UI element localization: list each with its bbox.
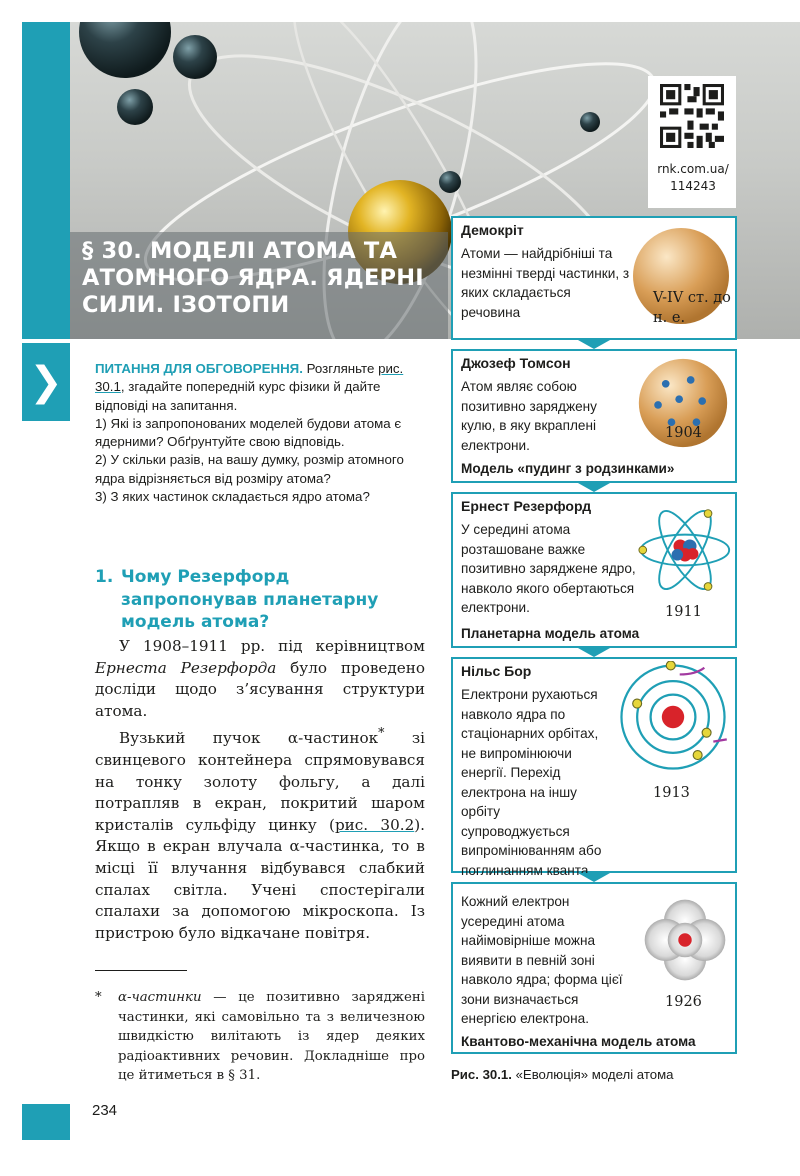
model-name: Джозеф Томсон — [461, 355, 571, 371]
footnote-marker: * — [378, 725, 385, 741]
page-title: § 30. МОДЕЛІ АТОМА ТА АТОМНОГО ЯДРА. ЯДЕРНІ СИЛИ. ІЗОТОПИ — [82, 238, 424, 318]
electron-cloud-icon — [637, 892, 733, 988]
model-type: Модель «пудинг з родзинками» — [461, 461, 675, 476]
model-year: 1926 — [665, 994, 702, 1010]
discussion-block — [95, 360, 425, 506]
discussion-intro-rest: , згадайте попередній курс фізики й дайте відповіді на запитання. — [95, 379, 381, 413]
model-year: 1911 — [665, 604, 702, 620]
model-name: Ернест Резерфорд — [461, 498, 592, 514]
model-year: V-IV ст. до н. е. — [653, 290, 731, 326]
model-card-rutherford — [451, 492, 737, 648]
page-number: 234 — [92, 1102, 118, 1119]
model-name: Нільс Бор — [461, 663, 532, 679]
caption-text: «Еволюція» моделі атома — [511, 1067, 674, 1082]
figure-30-2-link[interactable]: рис. 30.2 — [334, 815, 415, 834]
question-1: 1) Які із запропонованих моделей будови атома є ядерними? Обґрунтуйте свою відповідь. — [95, 415, 402, 450]
discussion-intro: Розгляньте — [306, 361, 375, 376]
qr-url[interactable]: rnk.com.ua/ 114243 — [657, 162, 729, 193]
qr-code-icon — [660, 84, 724, 148]
p2-text: Вузький пучок α-частинок — [119, 729, 379, 748]
section-number: 1. — [95, 567, 114, 587]
chevron-right-icon[interactable]: ❯ — [22, 343, 70, 421]
caption-label: Рис. 30.1. — [451, 1067, 512, 1082]
footnote-star: * — [95, 990, 102, 1005]
connector-arrow — [578, 648, 610, 657]
footnote — [95, 988, 425, 1086]
connector-arrow — [578, 873, 610, 882]
footnote-body: — це позитивно заряджені частинки, які самовільно та з величезною швидкістю вилітають із ядер деяких радіоактивних речовин. Докладніше про це йтиметься в § 31. — [118, 990, 425, 1084]
p1-text-end: було проведено досліди щодо з’ясування структури атома. — [95, 658, 425, 720]
model-card-thomson — [451, 349, 737, 483]
paragraph-1 — [95, 636, 425, 722]
model-card-democritus — [451, 216, 737, 340]
connector-arrow — [578, 483, 610, 492]
model-year: 1913 — [653, 785, 690, 801]
footnote-text — [118, 988, 425, 1086]
question-3: 3) З яких частинок складається ядро атома? — [95, 489, 370, 505]
planetary-atom-icon — [637, 502, 733, 598]
discussion-heading: ПИТАННЯ ДЛЯ ОБГОВОРЕННЯ. — [95, 361, 303, 376]
left-accent-bar — [22, 22, 70, 339]
body-text — [95, 636, 425, 944]
model-description: Атом являє собою позитивно заряджену кулю, в яку вкраплені електрони. — [461, 379, 597, 453]
model-description: Кожний електрон усередині атома найімовірніше можна виявити в певній зоні навколо ядра; форма цієї зони визначається енергією електрона. — [461, 894, 623, 1026]
footnote-divider — [95, 970, 187, 971]
question-2: 2) У скільки разів, на вашу думку, розмір атомного ядра відрізняється від розміру атома? — [95, 452, 404, 486]
footnote-term: α-частинки — [118, 990, 202, 1005]
section-heading — [95, 566, 425, 634]
figure-link[interactable]: рис. 30.1 — [95, 361, 404, 395]
paragraph-2 — [95, 722, 425, 944]
model-type: Планетарна модель атома — [461, 626, 640, 641]
model-name: Демокріт — [461, 222, 524, 238]
connector-arrow — [578, 340, 610, 349]
model-type: Квантово-механічна модель атома — [461, 1034, 696, 1049]
p2-text-end: ). Якщо в екран влучала α-частинка, то в місці її влучання відбувався слабкий спалах світла. Учені спостерігали спалахи за допомогою мікроскопа. Із пристрою було відкачане повітря. — [95, 815, 425, 942]
figure-caption — [451, 1067, 673, 1082]
model-card-bohr — [451, 657, 737, 878]
p1-text: У 1908–1911 рр. під керівництвом — [119, 637, 425, 655]
page-number-bar — [22, 1104, 70, 1140]
bohr-atom-icon — [617, 661, 729, 773]
p2-text-mid: зі свинцевого контейнера спрямовувався на тонку золоту фольгу, а далі потрапляв в екран, покритий шаром кристалів сульфіду цинку ( — [95, 729, 425, 834]
model-description: Атоми — найдрібніші та незмінні тверді частинки, з яких складається речовина — [461, 246, 630, 320]
section-title: Чому Резерфорд запропонував планетарну модель атома? — [121, 567, 379, 632]
model-card-quantum — [451, 882, 737, 1054]
model-description: У середині атома розташоване важке позитивно заряджене ядро, навколо якого обертаються електрони. — [461, 522, 636, 615]
rutherford-name: Ернеста Резерфорда — [95, 658, 277, 677]
model-year: 1904 — [665, 425, 702, 441]
bohr-desc: Електрони рухаються навколо ядра по стаціонарних орбітах, не випромінюючи енергії. Перехід електрона на іншу орбіту супроводжується випромінюванням або поглинанням кванта — [461, 687, 602, 878]
